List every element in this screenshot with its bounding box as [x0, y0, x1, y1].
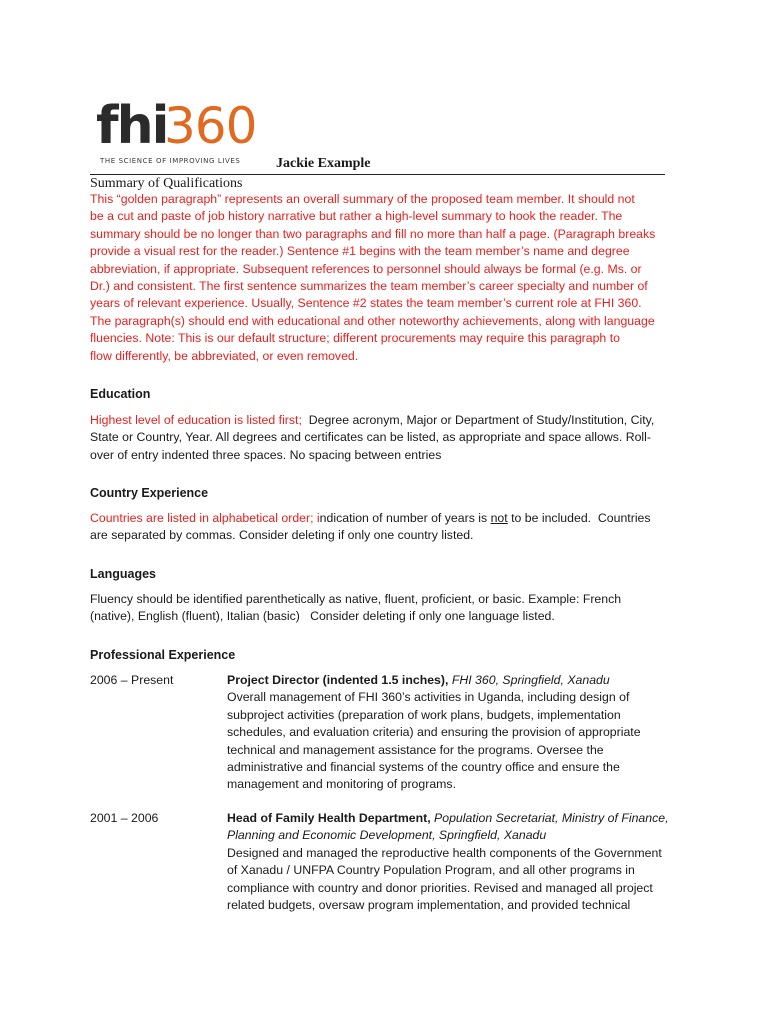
- country-not-underlined: not: [490, 511, 508, 525]
- entry-description: [227, 810, 687, 914]
- entry-title: Project Director (indented 1.5 inches),: [227, 673, 449, 687]
- summary-paragraph: [90, 191, 682, 365]
- summary-line: flow differently, be abbreviated, or even removed.: [90, 348, 359, 363]
- summary-heading: Summary of Qualifications: [90, 176, 243, 191]
- summary-line: Dr.) and consistent. The first sentence summarizes the team member’s career specialty and number of: [90, 279, 648, 294]
- summary-line: be a cut and paste of job history narrative but rather a high-level summary to hook the reader. The: [90, 209, 623, 224]
- education-line3: over of entry indented three spaces. No spacing between entries: [90, 447, 442, 462]
- entry-line: Overall management of FHI 360’s activities in Uganda, including design of: [227, 690, 630, 705]
- entry-line: related budgets, oversaw program implementation, and provided technical: [227, 898, 631, 913]
- country-line1b: to be included. Countries: [507, 511, 651, 525]
- entry-line: compliance with country and donor priorities. Revised and managed all project: [227, 880, 653, 895]
- education-heading: Education: [90, 387, 151, 401]
- experience-heading: Professional Experience: [90, 648, 236, 662]
- education-red-lead: Highest level of education is listed first;: [90, 413, 302, 427]
- country-heading: Country Experience: [90, 486, 209, 500]
- header-rule: [90, 174, 665, 175]
- logo-fhi-text: fhi: [96, 96, 168, 156]
- entry-years: 2001 – 2006: [90, 811, 159, 825]
- summary-line: summary should be no longer than two paragraphs and fill no more than half a page. (Paragraph breaks: [90, 226, 656, 241]
- entry-line: administrative and financial systems of the country office and ensure the: [227, 760, 620, 775]
- education-line2: State or Country, Year. All degrees and certificates can be listed, as appropriate and space allows. Roll-: [90, 430, 651, 445]
- logo-tagline: THE SCIENCE OF IMPROVING LIVES: [100, 157, 241, 165]
- entry-line: Designed and managed the reproductive health components of the Government: [227, 845, 662, 860]
- summary-line: This “golden paragraph” represents an overall summary of the proposed team member. It should not: [90, 192, 635, 206]
- summary-line: abbreviation, if appropriate. Subsequent references to personnel should always be formal (e.g. Ms. or: [90, 261, 642, 276]
- languages-line1: Fluency should be identified parenthetically as native, fluent, proficient, or basic. Example: French: [90, 592, 622, 606]
- summary-line: years of relevant experience. Usually, Sentence #2 states the team member’s current role at FHI 360.: [90, 296, 642, 311]
- entry-title: Head of Family Health Department,: [227, 811, 431, 825]
- fhi360-logo: [96, 96, 257, 170]
- summary-line: The paragraph(s) should end with educational and other noteworthy achievements, along with language: [90, 313, 655, 328]
- entry-org-line2: Planning and Economic Development, Springfield, Xanadu: [227, 828, 547, 843]
- candidate-name: Jackie Example: [276, 156, 371, 171]
- languages-paragraph: [90, 591, 690, 626]
- summary-line: provide a visual rest for the reader.) Sentence #1 begins with the team member’s name and degree: [90, 244, 630, 259]
- country-line1a: ndication of number of years is: [319, 511, 491, 525]
- country-line2: are separated by commas. Consider deleting if only one country listed.: [90, 528, 474, 543]
- entry-description: [227, 672, 687, 794]
- entry-line: subproject activities (preparation of work plans, budgets, implementation: [227, 707, 621, 722]
- entry-line: management and monitoring of programs.: [227, 777, 456, 792]
- entry-line: technical and management assistance for the programs. Oversee the: [227, 742, 604, 757]
- education-line1: Degree acronym, Major or Department of Study/Institution, City,: [301, 413, 655, 427]
- entry-org: Population Secretariat, Ministry of Finance,: [430, 811, 669, 825]
- languages-heading: Languages: [90, 567, 156, 581]
- logo-360-text: 360: [164, 97, 257, 155]
- country-paragraph: [90, 510, 690, 545]
- entry-line: of Xanadu / UNFPA Country Population Program, and all other programs in: [227, 863, 635, 878]
- languages-line2: (native), English (fluent), Italian (basic) Consider deleting if only one language listed.: [90, 609, 555, 624]
- entry-org: FHI 360, Springfield, Xanadu: [448, 673, 610, 687]
- summary-line: fluencies. Note: This is our default structure; different procurements may require this paragraph to: [90, 331, 620, 346]
- entry-years: 2006 – Present: [90, 673, 174, 687]
- entry-line: schedules, and evaluation criteria) and ensuring the provision of appropriate: [227, 725, 641, 740]
- education-paragraph: [90, 412, 690, 464]
- country-red-lead: Countries are listed in alphabetical order; i: [90, 511, 320, 525]
